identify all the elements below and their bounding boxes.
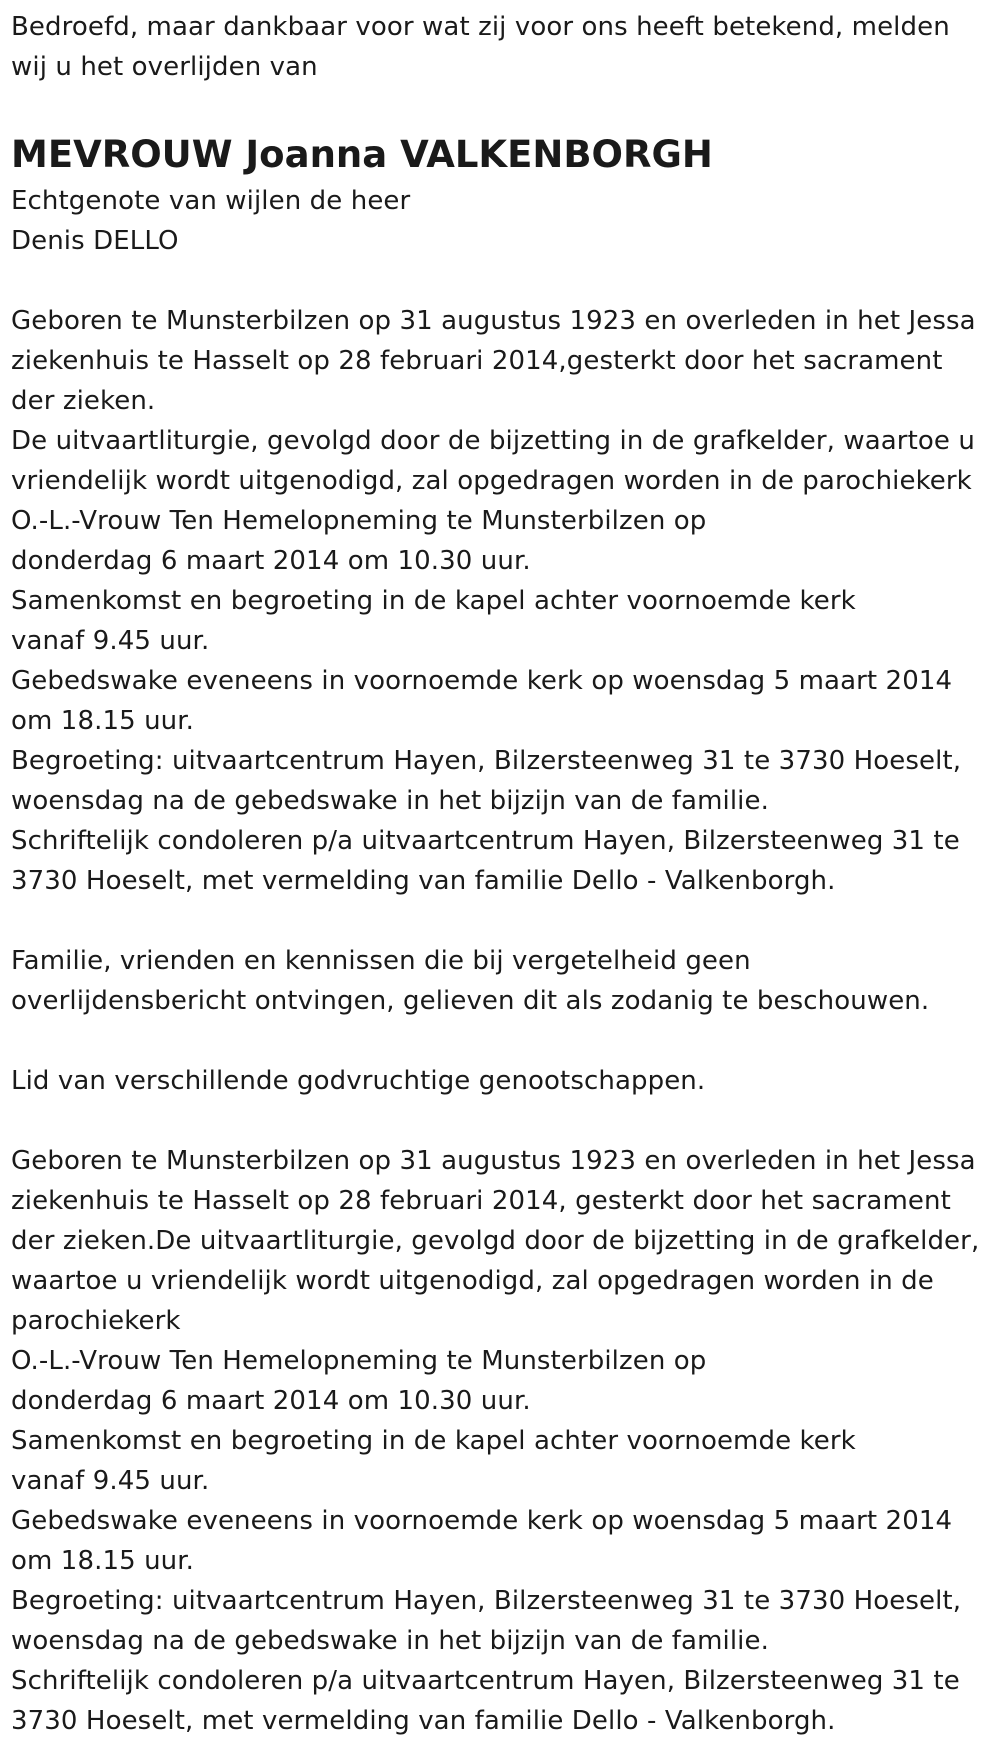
text-line: Denis DELLO bbox=[11, 226, 179, 256]
text-line: Lid van verschillende godvruchtige genootschappen. bbox=[11, 1066, 706, 1096]
text-line: Schriftelijk condoleren p/a uitvaartcentrum Hayen, Bilzersteenweg 31 te bbox=[11, 1666, 960, 1696]
text-line: 3730 Hoeselt, met vermelding van familie Dello - Valkenborgh. bbox=[11, 866, 836, 896]
text-line: O.-L.-Vrouw Ten Hemelopneming te Munsterbilzen op bbox=[11, 506, 707, 536]
text-line: parochiekerk bbox=[11, 1306, 181, 1336]
intro-paragraph bbox=[11, 7, 1000, 87]
text-line: vriendelijk wordt uitgenodigd, zal opgedragen worden in de parochiekerk bbox=[11, 466, 972, 496]
details-paragraph-2 bbox=[11, 1141, 1000, 1741]
text-line: 3730 Hoeselt, met vermelding van familie Dello - Valkenborgh. bbox=[11, 1706, 836, 1736]
text-line: donderdag 6 maart 2014 om 10.30 uur. bbox=[11, 1386, 531, 1416]
text-line: De uitvaartliturgie, gevolgd door de bijzetting in de grafkelder, waartoe u bbox=[11, 426, 975, 456]
text-line: Geboren te Munsterbilzen op 31 augustus 1923 en overleden in het Jessa bbox=[11, 1146, 976, 1176]
text-line: woensdag na de gebedswake in het bijzijn van de familie. bbox=[11, 786, 769, 816]
text-line: Gebedswake eveneens in voornoemde kerk op woensdag 5 maart 2014 bbox=[11, 666, 953, 696]
paragraph-gap bbox=[11, 87, 1000, 127]
text-line: ziekenhuis te Hasselt op 28 februari 2014,gesterkt door het sacrament bbox=[11, 346, 943, 376]
paragraph-gap bbox=[11, 1021, 1000, 1061]
text-line: Schriftelijk condoleren p/a uitvaartcentrum Hayen, Bilzersteenweg 31 te bbox=[11, 826, 960, 856]
spouse-paragraph bbox=[11, 181, 1000, 261]
text-line: Begroeting: uitvaartcentrum Hayen, Bilzersteenweg 31 te 3730 Hoeselt, bbox=[11, 746, 962, 776]
text-line: overlijdensbericht ontvingen, gelieven dit als zodanig te beschouwen. bbox=[11, 986, 930, 1016]
text-line: O.-L.-Vrouw Ten Hemelopneming te Munsterbilzen op bbox=[11, 1346, 707, 1376]
text-line: donderdag 6 maart 2014 om 10.30 uur. bbox=[11, 546, 531, 576]
text-line: Begroeting: uitvaartcentrum Hayen, Bilzersteenweg 31 te 3730 Hoeselt, bbox=[11, 1586, 962, 1616]
membership-paragraph bbox=[11, 1061, 1000, 1101]
text-line: der zieken.De uitvaartliturgie, gevolgd door de bijzetting in de grafkelder, bbox=[11, 1226, 980, 1256]
details-paragraph-1 bbox=[11, 301, 1000, 901]
text-line: woensdag na de gebedswake in het bijzijn van de familie. bbox=[11, 1626, 769, 1656]
notice-paragraph bbox=[11, 941, 1000, 1021]
paragraph-gap bbox=[11, 261, 1000, 301]
paragraph-gap bbox=[11, 901, 1000, 941]
text-line: om 18.15 uur. bbox=[11, 706, 195, 736]
text-line: Bedroefd, maar dankbaar voor wat zij voor ons heeft betekend, melden bbox=[11, 12, 950, 42]
text-line: Familie, vrienden en kennissen die bij vergetelheid geen bbox=[11, 946, 751, 976]
text-line: waartoe u vriendelijk wordt uitgenodigd, zal opgedragen worden in de bbox=[11, 1266, 934, 1296]
text-line: der zieken. bbox=[11, 386, 156, 416]
text-line: om 18.15 uur. bbox=[11, 1546, 195, 1576]
paragraph-gap bbox=[11, 1101, 1000, 1141]
text-line: Samenkomst en begroeting in de kapel achter voornoemde kerk bbox=[11, 1426, 856, 1456]
text-line: vanaf 9.45 uur. bbox=[11, 626, 210, 656]
text-line: Samenkomst en begroeting in de kapel achter voornoemde kerk bbox=[11, 586, 856, 616]
text-line: Geboren te Munsterbilzen op 31 augustus 1923 en overleden in het Jessa bbox=[11, 306, 976, 336]
text-line: vanaf 9.45 uur. bbox=[11, 1466, 210, 1496]
text-line: Echtgenote van wijlen de heer bbox=[11, 186, 411, 216]
text-line: Gebedswake eveneens in voornoemde kerk op woensdag 5 maart 2014 bbox=[11, 1506, 953, 1536]
deceased-name: MEVROUW Joanna VALKENBORGH bbox=[11, 133, 713, 176]
text-line: wij u het overlijden van bbox=[11, 52, 318, 82]
text-line: ziekenhuis te Hasselt op 28 februari 2014, gesterkt door het sacrament bbox=[11, 1186, 951, 1216]
